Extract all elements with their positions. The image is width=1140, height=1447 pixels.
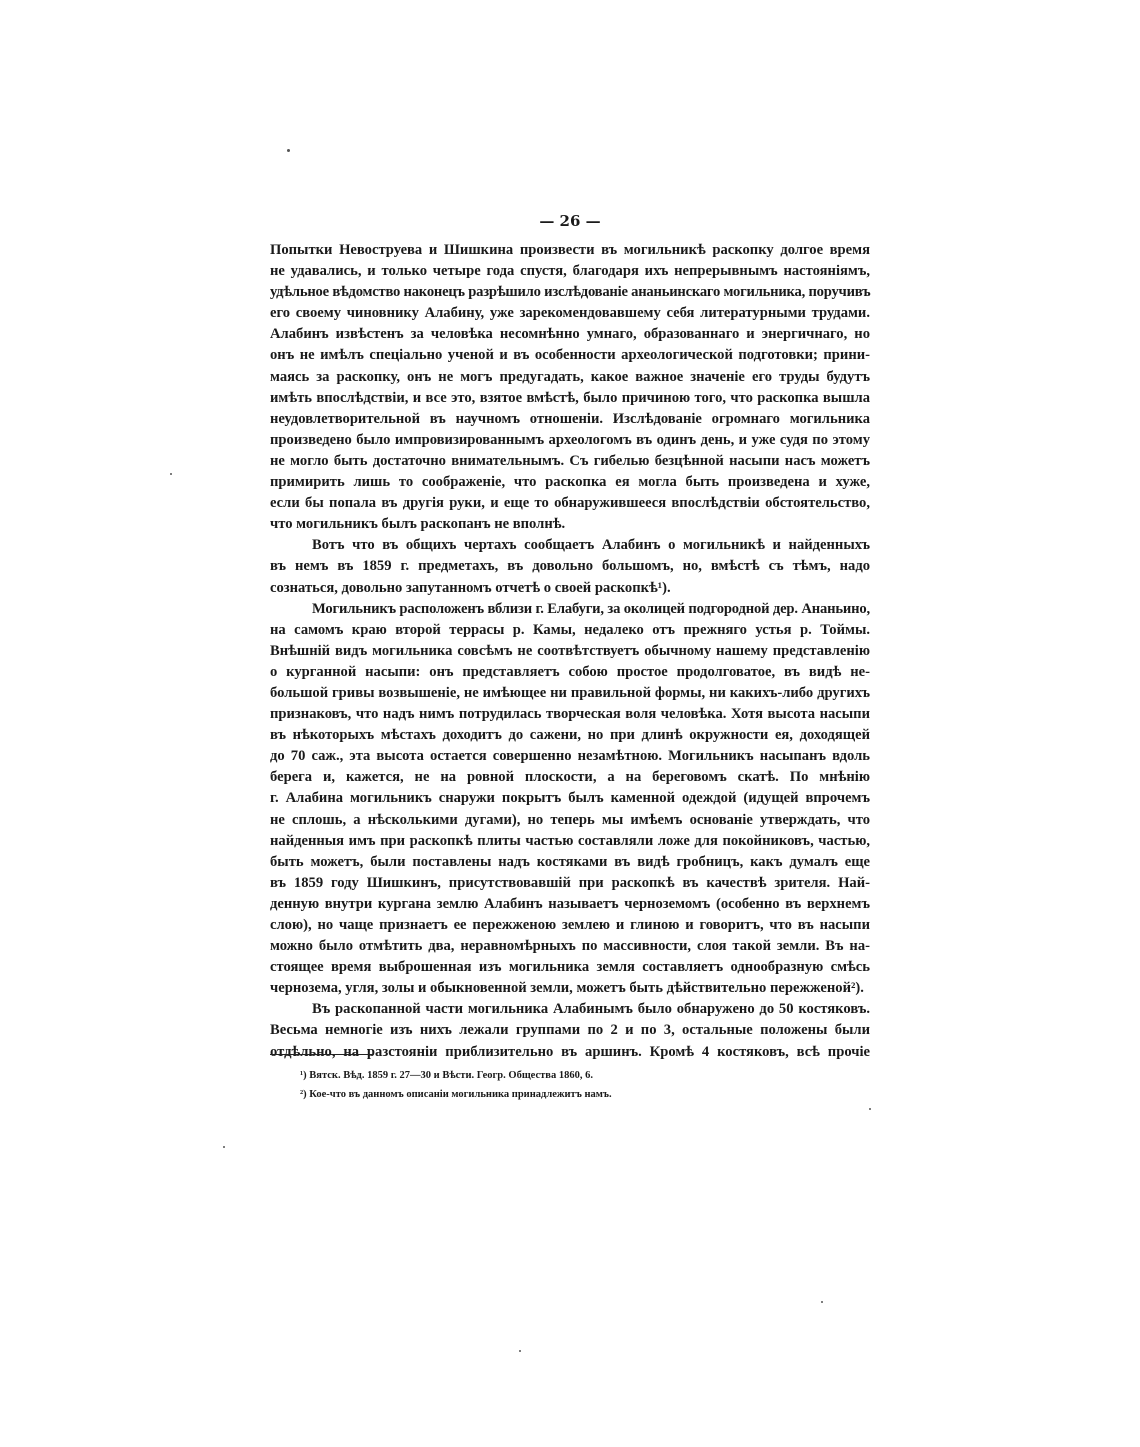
text-line: что могильникъ былъ раскопанъ не вполнѣ. [270,516,566,533]
text-line: сознаться, довольно запутанномъ отчетѣ о своей раскопкѣ¹). [270,579,671,596]
footnotes [300,1066,860,1104]
scan-speck [869,1108,871,1110]
text-line: не могло быть достаточно внимательнымъ. Съ гибелью безцѣнной насыпи насъ можетъ [270,452,870,469]
body-text [270,240,870,1063]
text-line: въ немъ въ 1859 г. предметахъ, въ довольно большомъ, но, вмѣстѣ съ тѣмъ, надо [270,558,870,575]
text-line: берега и, кажется, не на ровной плоскости, а на береговомъ скатѣ. По мнѣнію [270,769,870,786]
text-line: найденныя имъ при раскопкѣ плиты частью составляли ложе для покойниковъ, частью, [270,832,870,849]
paragraph-2 [270,535,870,598]
footnote-1: ¹) Вятск. Вѣд. 1859 г. 27—30 и Вѣсти. Геогр. Общества 1860, 6. [300,1070,593,1081]
text-line: большой гривы возвышеніе, не имѣющее ни правильной формы, ни какихъ-либо другихъ [270,684,870,701]
text-line: на самомъ краю второй террасы р. Камы, недалеко отъ прежняго устья р. Тоймы. [270,621,870,638]
text-line: не сплошь, а нѣсколькими дугами), но теперь мы имѣемъ основаніе утверждать, что [270,811,870,828]
text-line: отдѣльно, на разстояніи приблизительно въ аршинъ. Кромѣ 4 костяковъ, всѣ прочіе [270,1043,870,1060]
text-line: имѣть впослѣдствіи, и все это, взятое вмѣстѣ, было причиною того, что раскопка вышла [270,389,870,406]
text-line: чернозема, угля, золы и обыкновенной земли, можетъ быть дѣйствительно пережженой²). [270,980,864,997]
text-line: его своему чиновнику Алабину, уже зарекомендовавшему себя литературными трудами. [270,305,870,322]
text-line: Попытки Невоструева и Шишкина произвести въ могильникѣ раскопку долгое время [270,242,870,258]
scan-speck [519,1350,521,1352]
text-line: можно было отмѣтить два, неравномѣрныхъ по массивности, слоя такой земли. Въ на- [270,938,870,955]
text-line: денную внутри кургана землю Алабинъ называетъ черноземомъ (особенно въ верхнемъ [270,895,870,912]
text-line: не удавались, и только четыре года спустя, благодаря ихъ непрерывнымъ настояніямъ, [270,263,870,280]
text-line: Алабинъ извѣстенъ за человѣка несомнѣнно умнаго, образованнаго и энергичнаго, но [270,326,870,343]
text-line: произведено было импровизированнымъ археологомъ въ одинъ день, и уже судя по этому [270,431,870,448]
text-line: Внѣшній видъ могильника совсѣмъ не соотвѣтствуетъ обычному нашему представленію [270,642,870,659]
paragraph-3 [270,599,870,1000]
text-line: Вотъ что въ общихъ чертахъ сообщаетъ Алабинъ о могильникѣ и найденныхъ [312,537,870,554]
text-line: Въ раскопанной части могильника Алабинымъ было обнаружено до 50 костяковъ. [312,1001,870,1018]
text-line: удѣльное вѣдомство наконецъ разрѣшило изслѣдованіе ананьинскаго могильника, поручивъ [270,284,871,301]
text-line: признаковъ, что надъ нимъ потрудилась творческая воля человѣка. Хотя высота насыпи [270,706,870,723]
text-line: стоящее время выброшенная изъ могильника земля составляетъ однообразную смѣсь [270,959,870,976]
scan-speck [821,1301,823,1303]
text-line: неудовлетворительной въ научномъ отношеніи. Изслѣдованіе огромнаго могильника [270,410,870,427]
text-line: Могильникъ расположенъ вблизи г. Елабуги, за околицей подгородной дер. Ананьино, [312,600,870,617]
page-number: — 26 — [539,212,601,230]
text-line: онъ не имѣлъ спеціально ученой и въ особенности археологической подготовки; прини- [270,347,870,364]
paragraph-1 [270,240,870,535]
text-line: если бы попала въ другія руки, и еще то обнаружившееся впослѣдствіи обстоятельство, [270,495,870,512]
text-line: о курганной насыпи: онъ представляетъ собою простое продолговатое, въ видѣ не- [270,663,870,680]
scan-speck [170,473,172,475]
text-line: быть можетъ, были поставлены надъ костяками въ видѣ гробницъ, какъ думалъ еще [270,853,870,870]
footnote-2: ²) Кое-что въ данномъ описаніи могильника принадлежитъ намъ. [300,1089,612,1100]
text-line: г. Алабина могильникъ снаружи покрытъ былъ каменной одеждой (идущей впрочемъ [270,790,870,807]
text-line: примирить лишь то соображеніе, что раскопка ея могла быть произведена и хуже, [270,474,870,491]
scan-speck [287,149,290,152]
scan-speck [223,1146,225,1148]
text-line: въ 1859 году Шишкинъ, присутствовавшій при раскопкѣ въ качествѣ зрителя. Най- [270,874,870,891]
text-line: до 70 саж., эта высота остается совершенно незамѣтною. Могильникъ насыпанъ вдоль [270,748,870,765]
text-line: маясь за раскопку, онъ не могъ предугадать, какое важное значеніе его труды будутъ [270,368,870,385]
text-line: Весьма немногіе изъ нихъ лежали группами по 2 и по 3, остальные положены были [270,1022,870,1039]
text-line: слою), но чаще признаетъ ее пережженою землею и глиною и говоритъ, что въ насыпи [270,917,870,933]
text-line: въ нѣкоторыхъ мѣстахъ доходитъ до сажени, но при длинѣ окружности ея, доходящей [270,727,870,744]
footnote-divider [270,1054,373,1055]
